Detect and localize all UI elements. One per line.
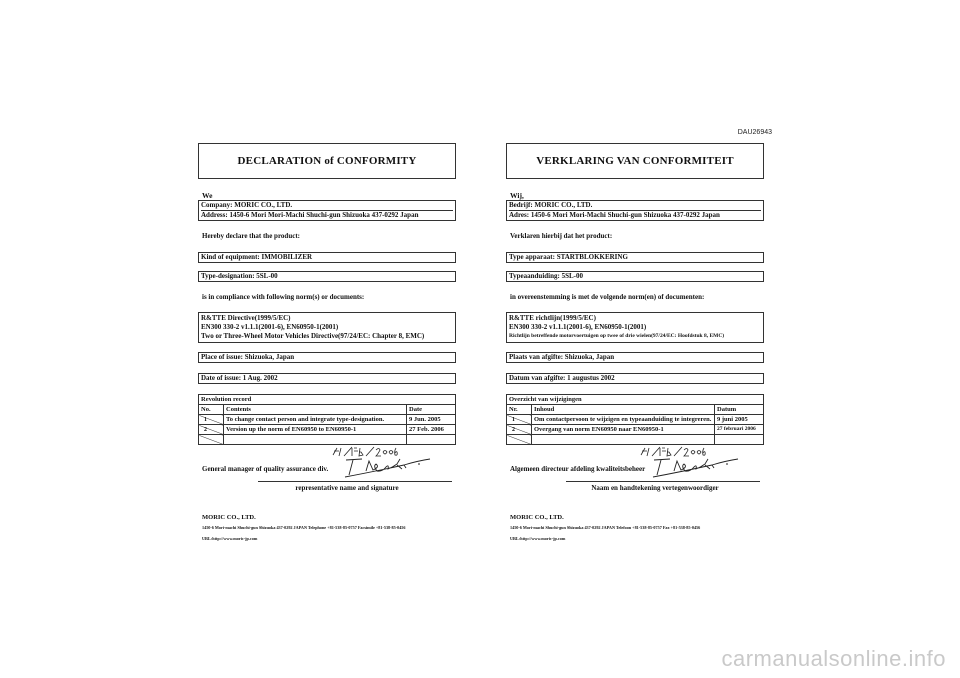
row-date: 27 Feb. 2006: [407, 425, 456, 435]
equipment-box: [198, 252, 456, 263]
footer-address: 1450-6 Mori-machi Shuchi-gun Shizuoka 437-0292 JAPAN Telefoon +81-538-85-0757 Fax +81-538-85-0456: [510, 525, 701, 530]
row-number-cell: [199, 435, 224, 445]
revision-title: Overzicht van wijzigingen: [507, 395, 764, 405]
signature-image: [342, 455, 434, 479]
document-title: VERKLARING VAN CONFORMITEIT: [506, 143, 764, 179]
type-designation: Typeaanduiding: 5SL-00: [509, 272, 583, 280]
document-title: DECLARATION of CONFORMITY: [198, 143, 456, 179]
page-code: DAU26943: [737, 129, 772, 136]
date-box: [506, 373, 764, 384]
norm-line: Richtlijn betreffende motorvoertuigen op twee of drie wielen(97/24/EC: Hoofdstuk 8, EMC): [509, 333, 725, 339]
norm-line: Two or Three-Wheel Motor Vehicles Directive(97/24/EC: Chapter 8, EMC): [201, 332, 425, 340]
representative-caption: representative name and signature: [295, 484, 399, 492]
footer: [198, 514, 456, 541]
col-header-no: No.: [199, 405, 224, 415]
footer-address: 1450-6 Mori-machi Shuchi-gun Shizuoka 437-0292 JAPAN Telephone +81-538-85-0757 Facsimile +81-538-85-0456: [202, 525, 406, 530]
norms-box: [198, 312, 456, 343]
revision-table: [198, 394, 456, 445]
norm-line: EN300 330-2 v1.1.1(2001-6), EN60950-1(2001): [509, 323, 647, 331]
table-row: [199, 415, 456, 425]
date-of-issue: Datum van afgifte: 1 augustus 2002: [509, 374, 615, 382]
signature-line: [566, 481, 760, 482]
type-designation: Type-designation: 5SL-00: [201, 272, 278, 280]
row-number: 1: [204, 417, 207, 423]
date-of-issue: Date of issue: 1 Aug. 2002: [201, 374, 278, 382]
company-name: Company: MORIC CO., LTD.: [201, 201, 293, 209]
equipment-kind: Type apparaat: STARTBLOKKERING: [509, 253, 628, 261]
type-box: [506, 271, 764, 282]
col-header-contents: Inhoud: [532, 405, 715, 415]
signature-line: [258, 481, 452, 482]
company-box: [198, 200, 456, 221]
company-box: [506, 200, 764, 221]
manager-title: General manager of quality assurance div.: [202, 465, 329, 473]
footer-url: URL:http://www.moric-jp.com: [202, 536, 258, 541]
signature-area: [198, 445, 456, 481]
date-box: [198, 373, 456, 384]
company-name: Bedrijf: MORIC CO., LTD.: [509, 201, 593, 209]
table-row: [507, 415, 764, 425]
row-date: 9 juni 2005: [715, 415, 764, 425]
col-header-date: Datum: [715, 405, 764, 415]
signature-area: [506, 445, 764, 481]
place-of-issue: Plaats van afgifte: Shizuoka, Japan: [509, 353, 615, 361]
company-address: Address: 1450-6 Mori Mori-Machi Shuchi-gun Shizuoka 437-0292 Japan: [201, 210, 453, 220]
revision-title: Revolution record: [199, 395, 456, 405]
equipment-kind: Kind of equipment: IMMOBILIZER: [201, 253, 313, 261]
type-box: [198, 271, 456, 282]
place-box: [506, 352, 764, 363]
table-row: [507, 425, 764, 435]
signature-image: [650, 455, 742, 479]
declaration-english: [198, 143, 456, 541]
row-contents: Version up the norm of EN60950 to EN60950-1: [224, 425, 407, 435]
norm-line: EN300 330-2 v1.1.1(2001-6), EN60950-1(2001): [201, 323, 339, 331]
footer-company: MORIC CO., LTD.: [202, 514, 256, 521]
watermark: carmanualsonline.info: [721, 646, 946, 671]
we-label: Wij,: [510, 191, 524, 200]
compliance-text: in overeenstemming is met de volgende norm(en) of documenten:: [510, 293, 705, 301]
row-number: 2: [512, 427, 515, 433]
table-row-empty: [199, 435, 456, 445]
representative-caption: Naam en handtekening vertegenwoordiger: [591, 484, 719, 492]
norm-line: R&TTE richtlijn(1999/5/EC): [509, 314, 596, 322]
row-number-cell: [507, 415, 532, 425]
footer-company: MORIC CO., LTD.: [510, 514, 564, 521]
footer-url: URL:http://www.moric-jp.com: [510, 536, 566, 541]
manager-title: Algemeen directeur afdeling kwaliteitsbeheer: [510, 465, 646, 473]
row-date: [715, 435, 764, 445]
equipment-box: [506, 252, 764, 263]
row-contents: [532, 435, 715, 445]
row-date: [407, 435, 456, 445]
row-contents: Om contactpersoon te wijzigen en typeaanduiding te integreren.: [532, 415, 715, 425]
row-contents: To change contact person and integrate type-designation.: [224, 415, 407, 425]
row-date: 9 Jun. 2005: [407, 415, 456, 425]
col-header-date: Date: [407, 405, 456, 415]
col-header-contents: Contents: [224, 405, 407, 415]
norms-box: [506, 312, 764, 343]
table-row: [199, 425, 456, 435]
row-date: 27 februari 2006: [715, 425, 764, 435]
row-contents: [224, 435, 407, 445]
row-number-cell: [199, 415, 224, 425]
row-contents: Overgang van norm EN60950 naar EN60950-1: [532, 425, 715, 435]
norm-line: R&TTE Directive(1999/5/EC): [201, 314, 291, 322]
revision-table: [506, 394, 764, 445]
table-row-empty: [507, 435, 764, 445]
declare-text: Hereby declare that the product:: [202, 232, 300, 240]
company-address: Adres: 1450-6 Mori Mori-Machi Shuchi-gun Shizuoka 437-0292 Japan: [509, 210, 761, 220]
we-label: We: [202, 191, 213, 200]
row-number: 1: [512, 417, 515, 423]
declaration-dutch: [506, 143, 764, 541]
row-number-cell: [199, 425, 224, 435]
row-number: 2: [204, 427, 207, 433]
place-box: [198, 352, 456, 363]
row-number-cell: [507, 425, 532, 435]
place-of-issue: Place of issue: Shizuoka, Japan: [201, 353, 295, 361]
row-number-cell: [507, 435, 532, 445]
compliance-text: is in compliance with following norm(s) or documents:: [202, 293, 365, 301]
declare-text: Verklaren hierbij dat het product:: [510, 232, 613, 240]
footer: [506, 514, 764, 541]
col-header-no: Nr.: [507, 405, 532, 415]
